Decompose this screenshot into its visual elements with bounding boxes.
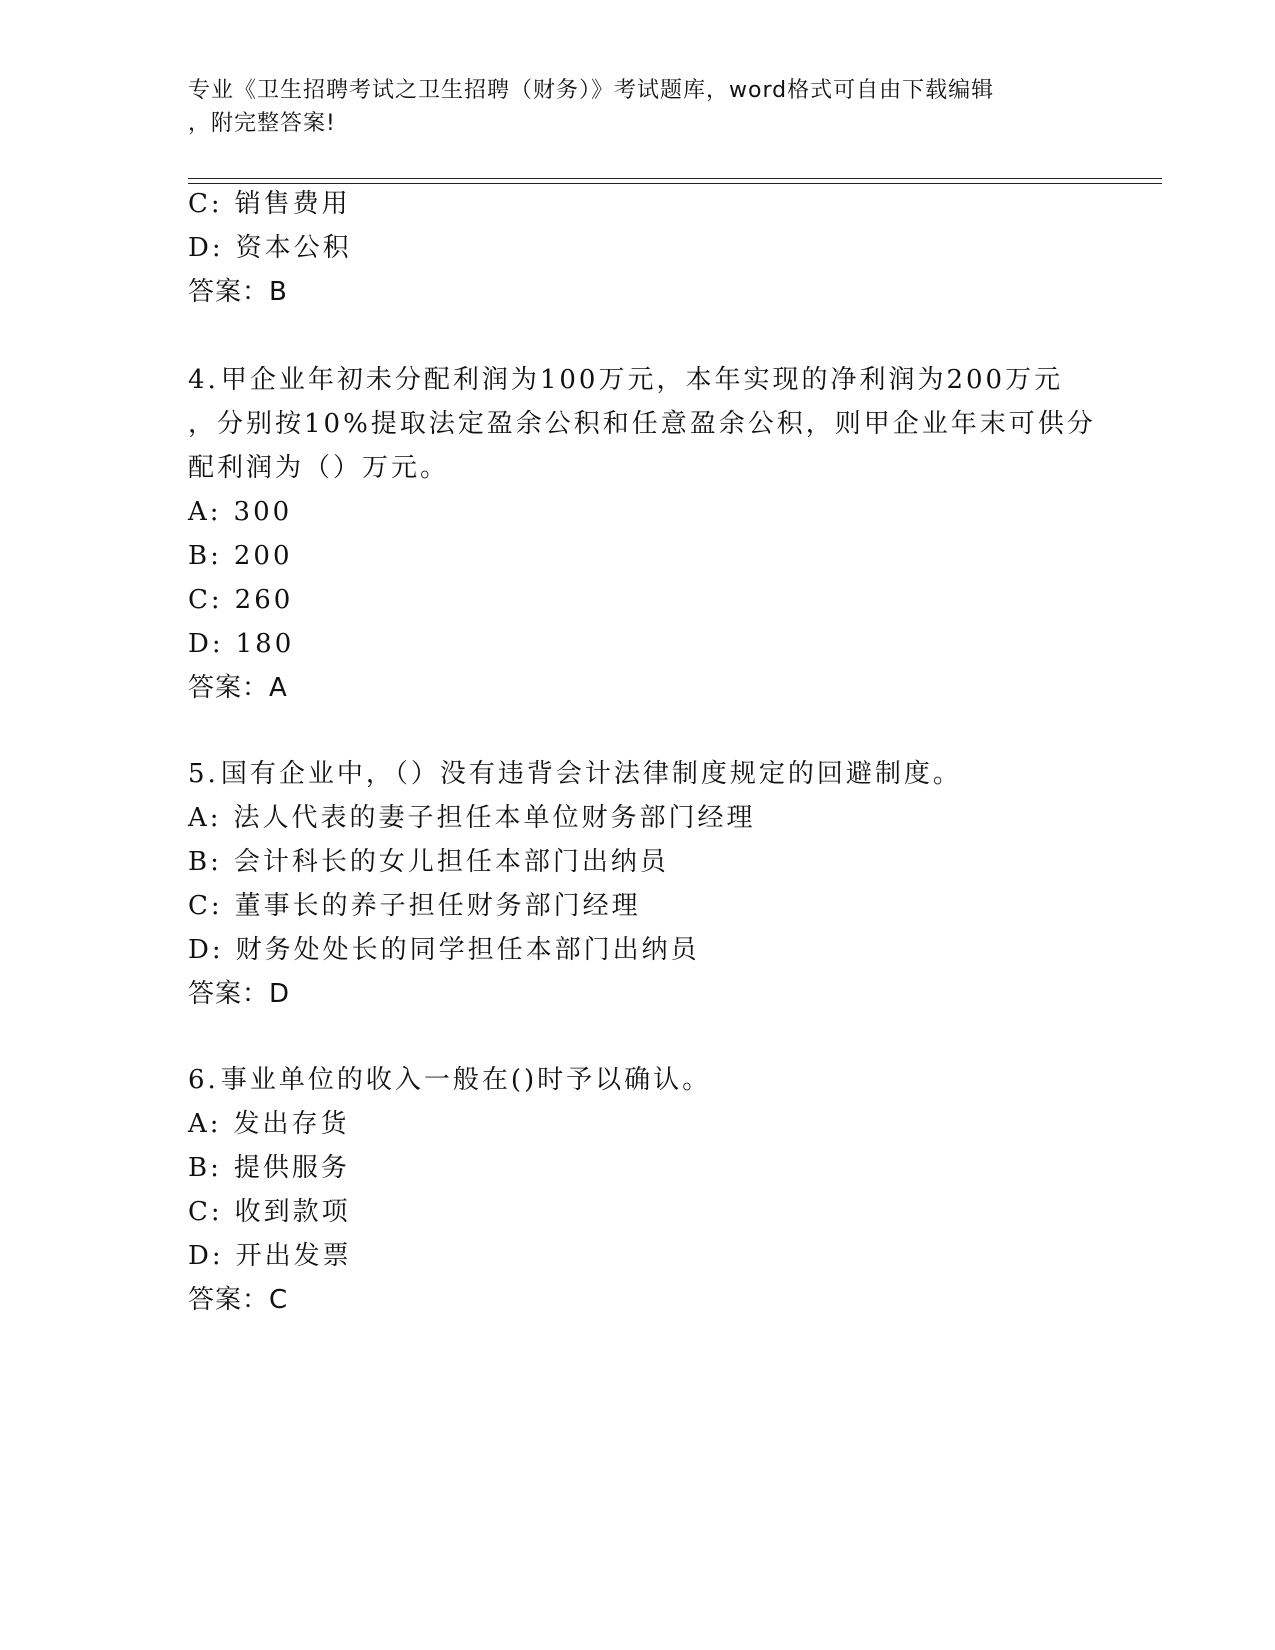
question-number: 4. <box>188 365 219 395</box>
option-line <box>188 540 293 572</box>
question-stem-line: 配利润为（）万元。 <box>188 453 450 483</box>
page-header <box>188 74 1088 140</box>
option-label: C: <box>188 1197 223 1227</box>
option-line <box>188 802 756 834</box>
question-number: 5. <box>188 759 219 789</box>
header-rule-bottom <box>188 183 1162 184</box>
option-text: 会计科长的女儿担任本部门出纳员 <box>233 847 669 877</box>
answer-line: 答案：B <box>188 277 288 307</box>
option-label: A: <box>188 803 222 833</box>
option-label: B: <box>188 1153 222 1183</box>
option-text: 销售费用 <box>234 189 351 219</box>
option-label: D: <box>188 629 224 659</box>
option-text: 开出发票 <box>235 1241 352 1271</box>
option-label: D: <box>188 935 224 965</box>
question-stem-line <box>188 758 962 790</box>
question-number: 6. <box>188 1065 219 1095</box>
option-label: A: <box>188 497 222 527</box>
option-line <box>188 232 352 264</box>
question-stem-text: 事业单位的收入一般在()时予以确认。 <box>220 1065 712 1095</box>
question-stem-text: 国有企业中，（）没有违背会计法律制度规定的回避制度。 <box>220 759 962 789</box>
option-text: 财务处处长的同学担任本部门出纳员 <box>235 935 700 965</box>
option-text: 资本公积 <box>235 233 352 263</box>
option-text: 180 <box>235 629 295 659</box>
question-stem-line: ，分别按10%提取法定盈余公积和任意盈余公积，则甲企业年末可供分 <box>188 409 1096 439</box>
option-line <box>188 1108 350 1140</box>
option-label: D: <box>188 233 224 263</box>
option-label: B: <box>188 847 222 877</box>
option-line <box>188 584 293 616</box>
question-stem-text: 甲企业年初未分配利润为100万元，本年实现的净利润为200万元 <box>220 365 1064 395</box>
option-text: 提供服务 <box>233 1153 350 1183</box>
option-line <box>188 1240 352 1272</box>
option-label: C: <box>188 189 223 219</box>
question-stem-line <box>188 364 1063 396</box>
question-stem-line <box>188 1064 711 1096</box>
option-text: 发出存货 <box>233 1109 350 1139</box>
answer-line: 答案：A <box>188 673 288 703</box>
header-rule-top <box>188 178 1162 179</box>
option-line <box>188 1196 351 1228</box>
option-line <box>188 496 292 528</box>
option-label: C: <box>188 585 223 615</box>
option-line <box>188 890 641 922</box>
option-text: 法人代表的妻子担任本单位财务部门经理 <box>233 803 756 833</box>
option-line <box>188 628 294 660</box>
option-line <box>188 188 351 220</box>
option-text: 收到款项 <box>234 1197 351 1227</box>
option-label: A: <box>188 1109 222 1139</box>
answer-line: 答案：C <box>188 1285 289 1315</box>
answer-line: 答案：D <box>188 979 291 1009</box>
option-label: B: <box>188 541 222 571</box>
option-text: 董事长的养子担任财务部门经理 <box>234 891 641 921</box>
option-text: 260 <box>234 585 294 615</box>
option-label: D: <box>188 1241 224 1271</box>
option-line <box>188 1152 350 1184</box>
header-line-1: 专业《卫生招聘考试之卫生招聘（财务）》考试题库，word格式可自由下载编辑 <box>188 78 995 103</box>
option-label: C: <box>188 891 223 921</box>
option-text: 200 <box>233 541 293 571</box>
option-text: 300 <box>233 497 293 527</box>
option-line <box>188 934 700 966</box>
header-line-2: ，附完整答案! <box>188 111 336 136</box>
option-line <box>188 846 669 878</box>
